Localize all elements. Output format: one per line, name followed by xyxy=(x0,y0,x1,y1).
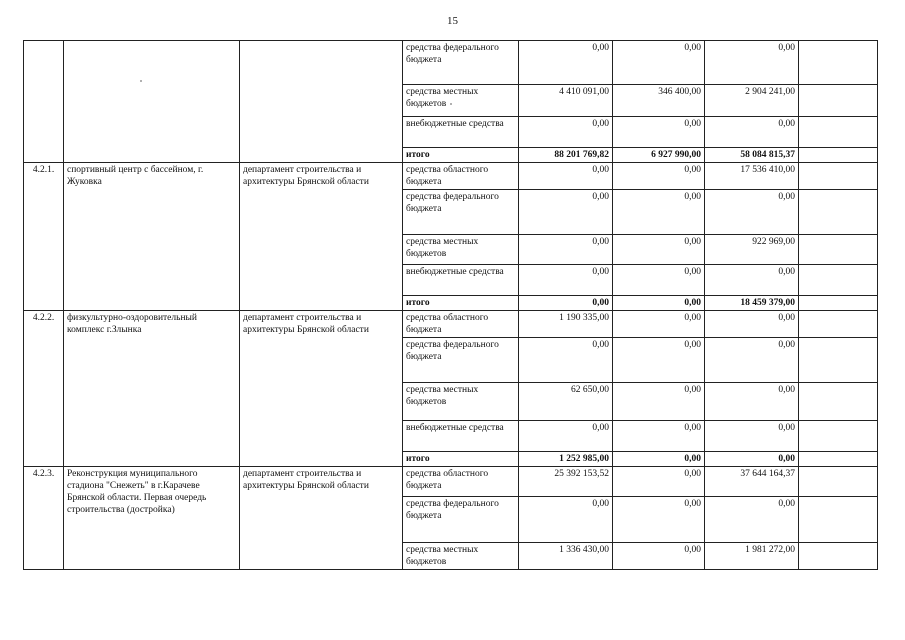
amount-cell: 0,00 xyxy=(613,163,705,190)
amount-cell: 25 392 153,52 xyxy=(519,467,613,497)
funding-source-cell: средства федерального бюджета xyxy=(403,497,519,543)
empty-cell xyxy=(799,497,878,543)
amount-cell: 0,00 xyxy=(613,265,705,296)
amount-cell: 1 981 272,00 xyxy=(705,543,799,570)
executor-cell: департамент строительства и архитектуры Брянской области xyxy=(240,163,403,311)
amount-cell: 0,00 xyxy=(519,117,613,148)
amount-cell: 58 084 815,37 xyxy=(705,148,799,163)
empty-cell xyxy=(799,235,878,265)
funding-source-cell: средства федерального бюджета xyxy=(403,41,519,85)
amount-cell: 2 904 241,00 xyxy=(705,85,799,117)
funding-source-cell: итого xyxy=(403,452,519,467)
funding-source-cell: средства областного бюджета xyxy=(403,163,519,190)
amount-cell: 0,00 xyxy=(613,452,705,467)
executor-cell xyxy=(240,41,403,163)
item-name-cell: физкультурно-оздоровительный комплекс г.Злынка xyxy=(64,311,240,467)
item-name-cell: спортивный центр с бассейном, г. Жуковка xyxy=(64,163,240,311)
empty-cell xyxy=(799,265,878,296)
amount-cell: 0,00 xyxy=(519,265,613,296)
table-row xyxy=(24,467,878,497)
funding-source-cell: итого xyxy=(403,296,519,311)
budget-table xyxy=(23,40,878,570)
amount-cell: 0,00 xyxy=(613,543,705,570)
scan-speck xyxy=(450,103,452,105)
empty-cell xyxy=(799,117,878,148)
amount-cell: 62 650,00 xyxy=(519,383,613,421)
empty-cell xyxy=(799,85,878,117)
amount-cell: 0,00 xyxy=(705,117,799,148)
amount-cell: 0,00 xyxy=(613,235,705,265)
funding-source-cell: средства областного бюджета xyxy=(403,311,519,338)
amount-cell: 6 927 990,00 xyxy=(613,148,705,163)
funding-source-cell: средства местных бюджетов xyxy=(403,543,519,570)
funding-source-cell: внебюджетные средства xyxy=(403,421,519,452)
empty-cell xyxy=(799,148,878,163)
amount-cell: 0,00 xyxy=(705,452,799,467)
amount-cell: 346 400,00 xyxy=(613,85,705,117)
amount-cell: 0,00 xyxy=(613,190,705,235)
amount-cell: 4 410 091,00 xyxy=(519,85,613,117)
amount-cell: 0,00 xyxy=(705,41,799,85)
funding-source-cell: итого xyxy=(403,148,519,163)
amount-cell: 0,00 xyxy=(519,190,613,235)
amount-cell: 0,00 xyxy=(519,41,613,85)
amount-cell: 1 252 985,00 xyxy=(519,452,613,467)
page-number: 15 xyxy=(447,15,458,27)
funding-source-cell: средства областного бюджета xyxy=(403,467,519,497)
amount-cell: 0,00 xyxy=(613,383,705,421)
amount-cell: 0,00 xyxy=(519,421,613,452)
item-name-cell xyxy=(64,41,240,163)
amount-cell: 88 201 769,82 xyxy=(519,148,613,163)
item-code-cell xyxy=(24,41,64,163)
funding-source-cell: средства местных бюджетов xyxy=(403,235,519,265)
item-code-cell: 4.2.1. xyxy=(24,163,64,311)
amount-cell: 0,00 xyxy=(613,497,705,543)
funding-source-cell: средства федерального бюджета xyxy=(403,338,519,383)
amount-cell: 0,00 xyxy=(519,338,613,383)
amount-cell: 0,00 xyxy=(519,235,613,265)
amount-cell: 0,00 xyxy=(705,311,799,338)
amount-cell: 0,00 xyxy=(613,117,705,148)
empty-cell xyxy=(799,467,878,497)
empty-cell xyxy=(799,311,878,338)
amount-cell: 1 190 335,00 xyxy=(519,311,613,338)
empty-cell xyxy=(799,543,878,570)
empty-cell xyxy=(799,452,878,467)
scan-speck xyxy=(140,80,142,82)
amount-cell: 0,00 xyxy=(613,421,705,452)
amount-cell: 0,00 xyxy=(705,383,799,421)
empty-cell xyxy=(799,383,878,421)
funding-source-cell: средства местных бюджетов xyxy=(403,85,519,117)
item-code-cell: 4.2.2. xyxy=(24,311,64,467)
item-name-cell: Реконструкция муниципального стадиона "Снежеть" в г.Карачеве Брянской области. Первая очередь строительства (достройка) xyxy=(64,467,240,570)
amount-cell: 0,00 xyxy=(519,296,613,311)
item-code-cell: 4.2.3. xyxy=(24,467,64,570)
amount-cell: 0,00 xyxy=(705,265,799,296)
funding-source-cell: внебюджетные средства xyxy=(403,117,519,148)
amount-cell: 0,00 xyxy=(613,467,705,497)
table-row xyxy=(24,163,878,190)
amount-cell: 0,00 xyxy=(519,163,613,190)
amount-cell: 1 336 430,00 xyxy=(519,543,613,570)
amount-cell: 0,00 xyxy=(705,190,799,235)
table-row xyxy=(24,41,878,85)
amount-cell: 0,00 xyxy=(705,338,799,383)
amount-cell: 0,00 xyxy=(519,497,613,543)
amount-cell: 0,00 xyxy=(613,338,705,383)
empty-cell xyxy=(799,190,878,235)
executor-cell: департамент строительства и архитектуры Брянской области xyxy=(240,311,403,467)
funding-source-cell: средства местных бюджетов xyxy=(403,383,519,421)
funding-source-cell: внебюджетные средства xyxy=(403,265,519,296)
funding-source-cell: средства федерального бюджета xyxy=(403,190,519,235)
amount-cell: 0,00 xyxy=(705,497,799,543)
empty-cell xyxy=(799,338,878,383)
table-row xyxy=(24,311,878,338)
empty-cell xyxy=(799,296,878,311)
amount-cell: 37 644 164,37 xyxy=(705,467,799,497)
amount-cell: 18 459 379,00 xyxy=(705,296,799,311)
amount-cell: 0,00 xyxy=(613,41,705,85)
empty-cell xyxy=(799,163,878,190)
executor-cell: департамент строительства и архитектуры Брянской области xyxy=(240,467,403,570)
amount-cell: 0,00 xyxy=(613,311,705,338)
amount-cell: 0,00 xyxy=(613,296,705,311)
amount-cell: 17 536 410,00 xyxy=(705,163,799,190)
empty-cell xyxy=(799,41,878,85)
amount-cell: 922 969,00 xyxy=(705,235,799,265)
empty-cell xyxy=(799,421,878,452)
amount-cell: 0,00 xyxy=(705,421,799,452)
